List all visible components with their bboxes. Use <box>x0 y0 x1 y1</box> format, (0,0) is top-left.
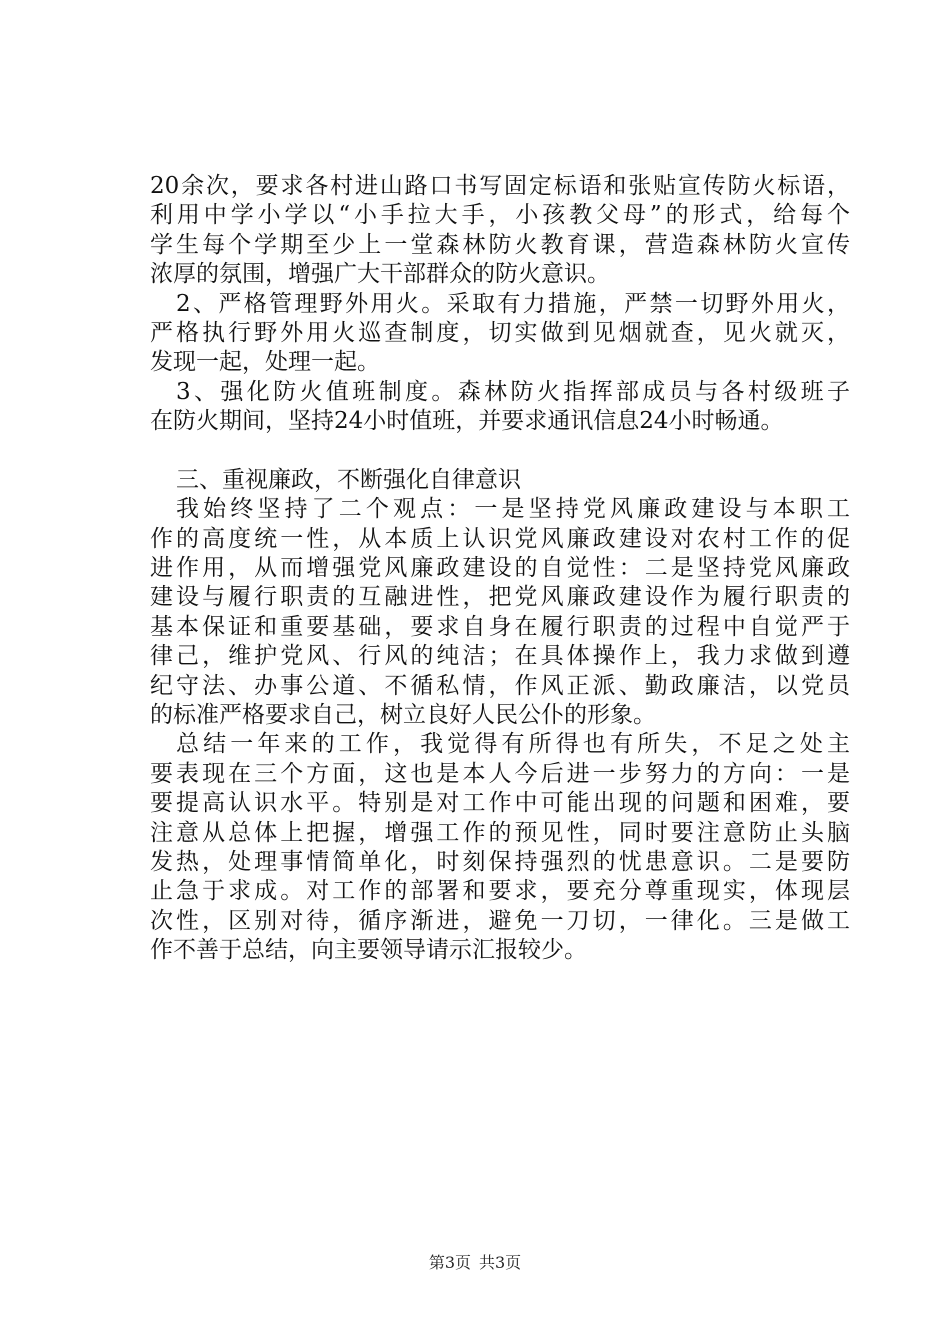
text-line: 我始终坚持了二个观点：一是坚持党风廉政建设与本职工 <box>176 496 850 523</box>
text-line: 要提高认识水平。特别是对工作中可能出现的问题和困难，要 <box>150 790 850 817</box>
text-line: 发现一起，处理一起。 <box>150 349 380 376</box>
text-line: 严格执行野外用火巡查制度，切实做到见烟就查，见火就灭， <box>150 319 850 346</box>
page-number: 第3页 <box>428 1253 471 1272</box>
text-line: 作的高度统一性，从本质上认识党风廉政建设对农村工作的促 <box>150 525 850 552</box>
text-line: 注意从总体上把握，增强工作的预见性，同时要注意防止头脑 <box>150 819 850 846</box>
text-line: 利用中学小学以“小手拉大手，小孩教父母”的形式，给每个 <box>150 202 850 229</box>
text-line: 要表现在三个方面，这也是本人今后进一步努力的方向：一是 <box>150 760 850 787</box>
text-line: 三、重视廉政，不断强化自律意识 <box>176 466 521 493</box>
text-line: 学生每个学期至少上一堂森林防火教育课，营造森林防火宣传 <box>150 231 850 258</box>
text-line: 20余次，要求各村进山路口书写固定标语和张贴宣传防火标语， <box>150 173 850 199</box>
document-body <box>150 172 850 966</box>
text-line: 2、严格管理野外用火。采取有力措施，严禁一切野外用火， <box>176 290 850 317</box>
text-line: 浓厚的氛围，增强广大干部群众的防火意识。 <box>150 261 610 288</box>
text-line: 建设与履行职责的互融进性，把党风廉政建设作为履行职责的 <box>150 584 850 611</box>
text-line: 在防火期间，坚持24小时值班，并要求通讯信息24小时畅通。 <box>150 408 784 435</box>
text-line: 总结一年来的工作，我觉得有所得也有所失，不足之处主 <box>176 731 850 758</box>
text-line: 次性，区别对待，循序渐进，避免一刀切，一律化。三是做工 <box>150 907 850 934</box>
text-line: 止急于求成。对工作的部署和要求，要充分尊重现实，体现层 <box>150 878 850 905</box>
text-line: 作不善于总结，向主要领导请示汇报较少。 <box>150 937 587 964</box>
text-line: 的标准严格要求自己，树立良好人民公仆的形象。 <box>150 702 656 729</box>
page-total: 共3页 <box>479 1253 522 1272</box>
text-line: 发热，处理事情简单化，时刻保持强烈的忧患意识。二是要防 <box>150 848 850 875</box>
page-footer <box>0 1253 950 1273</box>
text-line: 纪守法、办事公道、不循私情，作风正派、勤政廉洁，以党员 <box>150 672 850 699</box>
text-line: 进作用，从而增强党风廉政建设的自觉性：二是坚持党风廉政 <box>150 555 850 582</box>
text-line: 基本保证和重要基础，要求自身在履行职责的过程中自觉严于 <box>150 613 850 640</box>
text-line: 3、强化防火值班制度。森林防火指挥部成员与各村级班子 <box>176 378 850 405</box>
paragraph-gap <box>150 437 850 466</box>
text-line: 律己，维护党风、行风的纯洁；在具体操作上，我力求做到遵 <box>150 643 850 670</box>
